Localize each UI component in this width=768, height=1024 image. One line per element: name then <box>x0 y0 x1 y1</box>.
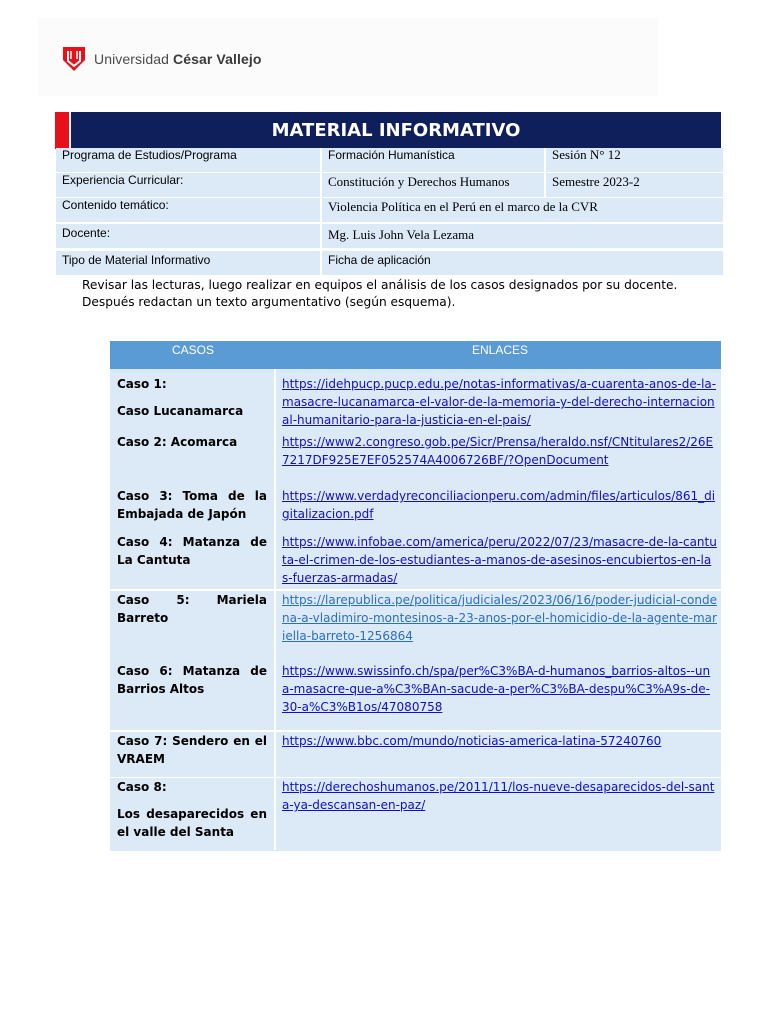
case-name: Caso 3: Toma de la Embajada de Japón <box>117 489 267 521</box>
case-link[interactable]: https://derechoshumanos.pe/2011/11/los-nueve-desaparecidos-del-santa-ya-descansan-en-paz/ <box>282 780 715 812</box>
table-row <box>110 777 721 851</box>
case-link[interactable]: https://larepublica.pe/politica/judiciales/2023/06/16/poder-judicial-condena-a-vladimiro-montesinos-a-23-anos-por-el-homicidio-de-la-agente-mariella-barreto-1256864 <box>282 593 717 643</box>
case-name: Caso 4: Matanza de La Cantuta <box>117 535 267 567</box>
case-name: Caso 1: Caso Lucanamarca <box>117 377 244 418</box>
case-name: Caso 6: Matanza de Barrios Altos <box>117 664 267 696</box>
column-divider <box>274 369 276 850</box>
info-row-experience <box>56 173 723 197</box>
instructions-text: Revisar las lecturas, luego realizar en equipos el análisis de los casos designados por su docente. Después redactan un texto argumentativo (según esquema). <box>82 278 678 309</box>
header-casos: CASOS <box>172 343 215 357</box>
experience-label: Experiencia Curricular: <box>56 173 320 197</box>
case-name: Caso 8: Los desaparecidos en el valle del Santa <box>117 780 267 839</box>
university-shield-icon <box>62 46 86 72</box>
header-enlaces: ENLACES <box>472 343 529 357</box>
table-row <box>110 527 721 589</box>
semester-value: Semestre 2023-2 <box>546 173 723 197</box>
info-row-type <box>56 251 723 275</box>
logo-text: Universidad César Vallejo <box>94 51 262 67</box>
teacher-label: Docente: <box>56 224 320 248</box>
case-link[interactable]: https://www.infobae.com/america/peru/2022/07/23/masacre-de-la-cantuta-el-crimen-de-los-estudiantes-a-manos-de-asesinos-encubiertos-en-las-fuerzas-armadas/ <box>282 535 717 585</box>
info-row-program <box>56 148 723 172</box>
case-link[interactable]: https://www2.congreso.gob.pe/Sicr/Prensa/heraldo.nsf/CNtitulares2/26E7217DF925E7EF052574A4006726BF/?OpenDocument <box>282 435 714 467</box>
table-row <box>110 369 721 431</box>
case-link[interactable]: https://www.swissinfo.ch/spa/per%C3%BA-d-humanos_barrios-altos--una-masacre-que-a%C3%BAn-sacude-a-per%C3%BA-despu%C3%A9s-de-30-a%C3%B1os/47080758 <box>282 664 711 714</box>
info-row-content <box>56 198 723 222</box>
program-label: Programa de Estudios/Programa <box>56 148 320 172</box>
type-value: Ficha de aplicación <box>322 251 723 275</box>
table-row <box>110 590 721 657</box>
case-name: Caso 5: Mariela Barreto <box>117 593 267 625</box>
case-link[interactable]: https://www.verdadyreconciliacionperu.com/admin/files/articulos/861_digitalizacion.pdf <box>282 489 716 521</box>
university-logo <box>62 46 261 72</box>
session-value: Sesión N° 12 <box>546 148 723 172</box>
table-row <box>110 656 721 730</box>
teacher-value: Mg. Luis John Vela Lezama <box>322 224 723 248</box>
case-link[interactable]: https://www.bbc.com/mundo/noticias-america-latina-57240760 <box>282 734 662 748</box>
table-row <box>110 731 721 777</box>
title-accent-bar <box>55 112 69 149</box>
page-title: MATERIAL INFORMATIVO <box>71 112 721 148</box>
type-label: Tipo de Material Informativo <box>56 251 320 275</box>
content-label: Contenido temático: <box>56 198 320 222</box>
case-link[interactable]: https://idehpucp.pucp.edu.pe/notas-informativas/a-cuarenta-anos-de-la-masacre-lucanamarca-el-valor-de-la-memoria-y-del-derecho-internacional-humanitario-para-la-justicia-en-el-pais/ <box>282 377 717 427</box>
content-value: Violencia Política en el Perú en el marco de la CVR <box>322 198 723 222</box>
table-row <box>110 431 721 481</box>
table-row <box>110 481 721 527</box>
info-row-teacher <box>56 224 723 248</box>
cases-table-header <box>110 341 721 369</box>
case-name: Caso 7: Sendero en el VRAEM <box>117 734 267 766</box>
program-value: Formación Humanística <box>322 148 544 172</box>
case-name: Caso 2: Acomarca <box>117 435 238 449</box>
experience-value: Constitución y Derechos Humanos <box>322 173 544 197</box>
